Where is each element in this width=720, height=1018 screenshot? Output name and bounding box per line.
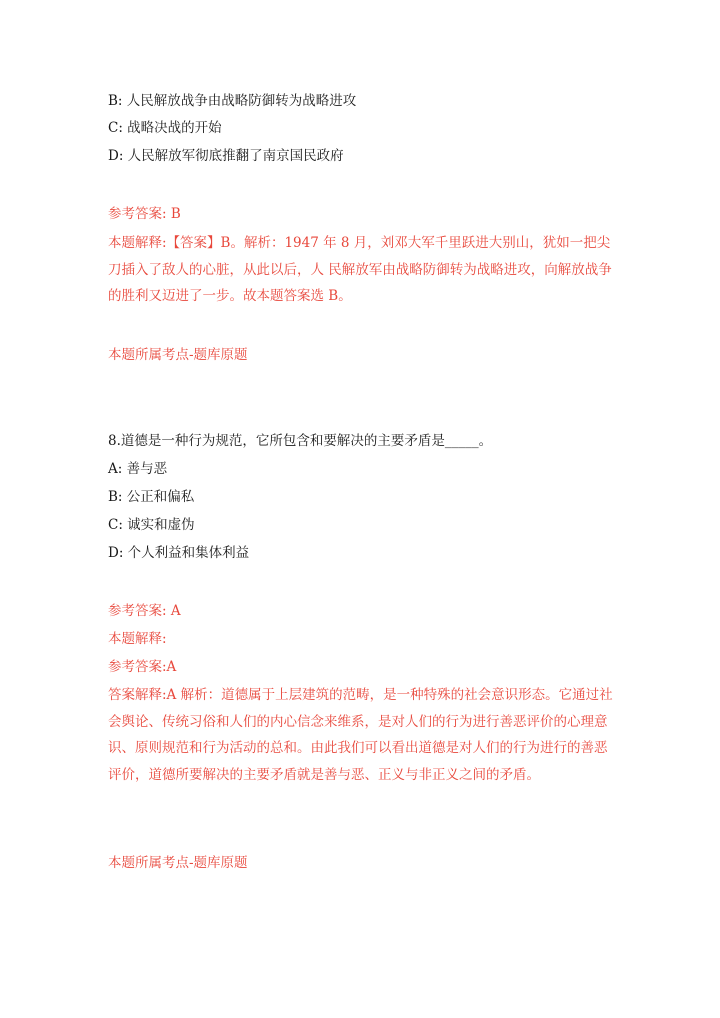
- q8-question: 8.道德是一种行为规范，它所包含和要解决的主要矛盾是_____。: [108, 433, 493, 449]
- q7-explanation: 本题解释:【答案】B。解析：1947 年 8 月，刘邓大军千里跃进大别山，犹如一把尖刀插入了敌人的心脏，从此以后，人 民解放军由战略防御转为战略进攻，向解放战争的胜利又迈进了一步。故本题答案选 B。: [108, 235, 612, 304]
- q8-option-c: C: 诚实和虚伪: [108, 517, 195, 533]
- q7-option-b: B: 人民解放战争由战略防御转为战略进攻: [108, 93, 357, 109]
- q7-option-c: C: 战略决战的开始: [108, 120, 222, 136]
- q8-option-d: D: 个人利益和集体利益: [108, 545, 250, 561]
- q7-answer: 参考答案: B: [108, 206, 181, 222]
- q8-option-b: B: 公正和偏私: [108, 489, 195, 505]
- q8-answer-repeat: 参考答案:A: [108, 659, 177, 675]
- q7-option-d: D: 人民解放军彻底推翻了南京国民政府: [108, 148, 344, 164]
- q8-source: 本题所属考点-题库原题: [108, 855, 248, 871]
- q8-explanation-label: 本题解释:: [108, 631, 167, 647]
- q7-source: 本题所属考点-题库原题: [108, 347, 248, 363]
- q8-option-a: A: 善与恶: [108, 461, 168, 477]
- q8-explanation: 答案解释:A 解析：道德属于上层建筑的范畴，是一种特殊的社会意识形态。它通过社会舆论、传统习俗和人们的内心信念来维系，是对人们的行为进行善恶评价的心理意识、原则规范和行为活动的总和。由此我们可以看出道德是对人们的行为进行的善恶评价，道德所要解决的主要矛盾就是善与恶、正义与非正义之间的矛盾。: [108, 687, 613, 783]
- q8-answer: 参考答案: A: [108, 603, 181, 619]
